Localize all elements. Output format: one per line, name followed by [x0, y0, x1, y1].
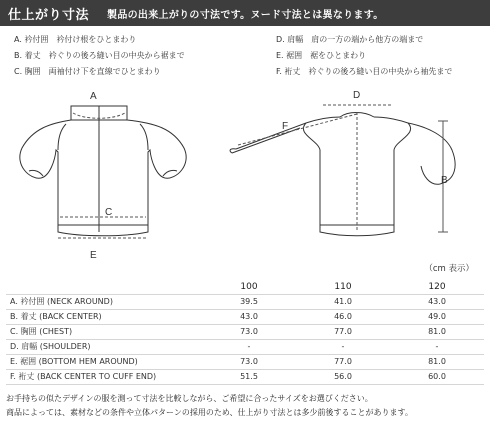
cell-value: 77.0: [296, 324, 390, 339]
row-label: B. 着丈 (BACK CENTER): [6, 309, 202, 324]
table-row: [6, 354, 484, 369]
cell-value: -: [202, 339, 296, 354]
cell-value: 60.0: [390, 369, 484, 384]
row-label: C. 胸囲 (CHEST): [6, 324, 202, 339]
table-row: [6, 324, 484, 339]
row-label: D. 肩幅 (SHOULDER): [6, 339, 202, 354]
cell-value: -: [296, 339, 390, 354]
label-d: D: [353, 90, 361, 101]
table-row: [6, 339, 484, 354]
legend-item-a: A. 衿付囲 衿付け根をひとまわり: [14, 35, 137, 44]
label-b: B: [441, 175, 448, 186]
cell-value: 73.0: [202, 324, 296, 339]
footer-line: 商品によっては、素材などの条件や立体パターンの採用のため、仕上がり寸法とは多少前後することがあります。: [6, 408, 413, 417]
cell-value: 73.0: [202, 354, 296, 369]
row-label: F. 裄丈 (BACK CENTER TO CUFF END): [6, 369, 202, 384]
cell-value: 49.0: [390, 309, 484, 324]
footer-notes: [6, 392, 413, 420]
cell-value: 43.0: [202, 309, 296, 324]
legend-right: [276, 34, 452, 82]
footer-line: お手持ちの似たデザインの服を測って寸法を比較しながら、ご希望に合ったサイズをお選びください。: [6, 394, 373, 403]
size-header-row: [6, 280, 484, 294]
legend-left: [14, 34, 185, 82]
table-row: [6, 309, 484, 324]
cell-value: 81.0: [390, 324, 484, 339]
cell-value: 39.5: [202, 294, 296, 309]
garment-diagram: [0, 78, 490, 278]
legend-item-f: F. 裄丈 衿ぐりの後ろ縫い目の中央から袖先まで: [276, 67, 453, 76]
legend-item-b: B. 着丈 衿ぐりの後ろ縫い目の中央から裾まで: [14, 51, 185, 60]
unit-note: （cm 表示）: [424, 264, 474, 274]
label-f: F: [282, 121, 289, 132]
cell-value: 56.0: [296, 369, 390, 384]
header-bar: [0, 0, 490, 26]
label-e: E: [90, 250, 97, 261]
label-c: C: [105, 207, 113, 218]
measure-lines: [58, 105, 392, 238]
label-a: A: [90, 91, 97, 102]
legend-item-e: E. 裾囲 裾をひとまわり: [276, 51, 367, 60]
size-header: 120: [428, 281, 446, 292]
cell-value: 43.0: [390, 294, 484, 309]
front-jacket-drawing: [20, 106, 186, 236]
row-label: E. 裾囲 (BOTTOM HEM AROUND): [6, 354, 202, 369]
size-header: 110: [334, 281, 352, 292]
size-header: 100: [240, 281, 258, 292]
cell-value: 41.0: [296, 294, 390, 309]
legend-item-c: C. 胸囲 両袖付け下を直線でひとまわり: [14, 67, 161, 76]
cell-value: 51.5: [202, 369, 296, 384]
legend-item-d: D. 肩幅 肩の一方の端から他方の端まで: [276, 35, 424, 44]
cell-value: 46.0: [296, 309, 390, 324]
cell-value: 81.0: [390, 354, 484, 369]
table-row: [6, 294, 484, 309]
page-title: 仕上がり寸法: [8, 7, 90, 23]
back-jacket-drawing: [230, 113, 455, 236]
cell-value: 77.0: [296, 354, 390, 369]
table-row: [6, 369, 484, 384]
row-label: A. 衿付囲 (NECK AROUND): [6, 294, 202, 309]
size-table: [6, 280, 484, 385]
page-subtitle: 製品の出来上がりの寸法です。ヌード寸法とは異なります。: [107, 9, 384, 21]
cell-value: -: [390, 339, 484, 354]
size-header-blank: [6, 280, 202, 294]
